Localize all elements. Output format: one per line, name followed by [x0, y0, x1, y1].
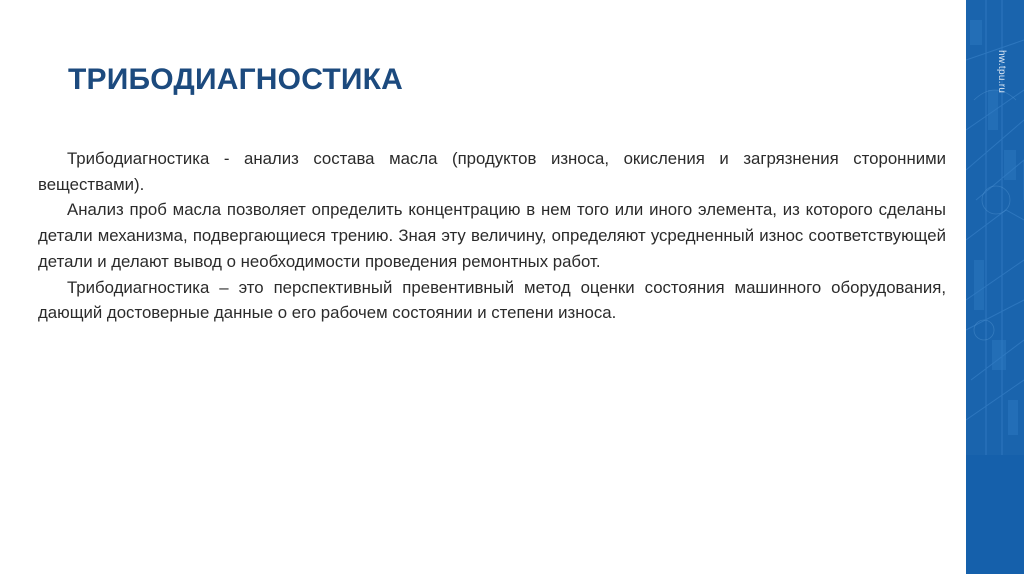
paragraph-analysis: Анализ проб масла позволяет определить концентрацию в нем того или иного элемента, из которого сделаны детали механизма, подвергающиеся трению. Зная эту величину, определяют усредненный износ соответствующей детали и делают вывод о необходимости проведения ремонтных работ.: [38, 200, 946, 271]
slide-title: ТРИБОДИАГНОСТИКА: [68, 63, 403, 96]
site-url-label: hw.tpu.ru: [996, 50, 1007, 94]
slide-body: [38, 146, 946, 326]
paragraph-definition: Трибодиагностика - анализ состава масла (продуктов износа, окисления и загрязнения сторонними веществами).: [38, 149, 946, 194]
side-panel-footer-band: [966, 455, 1024, 574]
paragraph-conclusion: Трибодиагностика – это перспективный превентивный метод оценки состояния машинного оборудования, дающий достоверные данные о его рабочем состоянии и степени износа.: [38, 277, 946, 323]
building-texture-image: [966, 0, 1024, 460]
side-decoration-panel: [966, 0, 1024, 574]
